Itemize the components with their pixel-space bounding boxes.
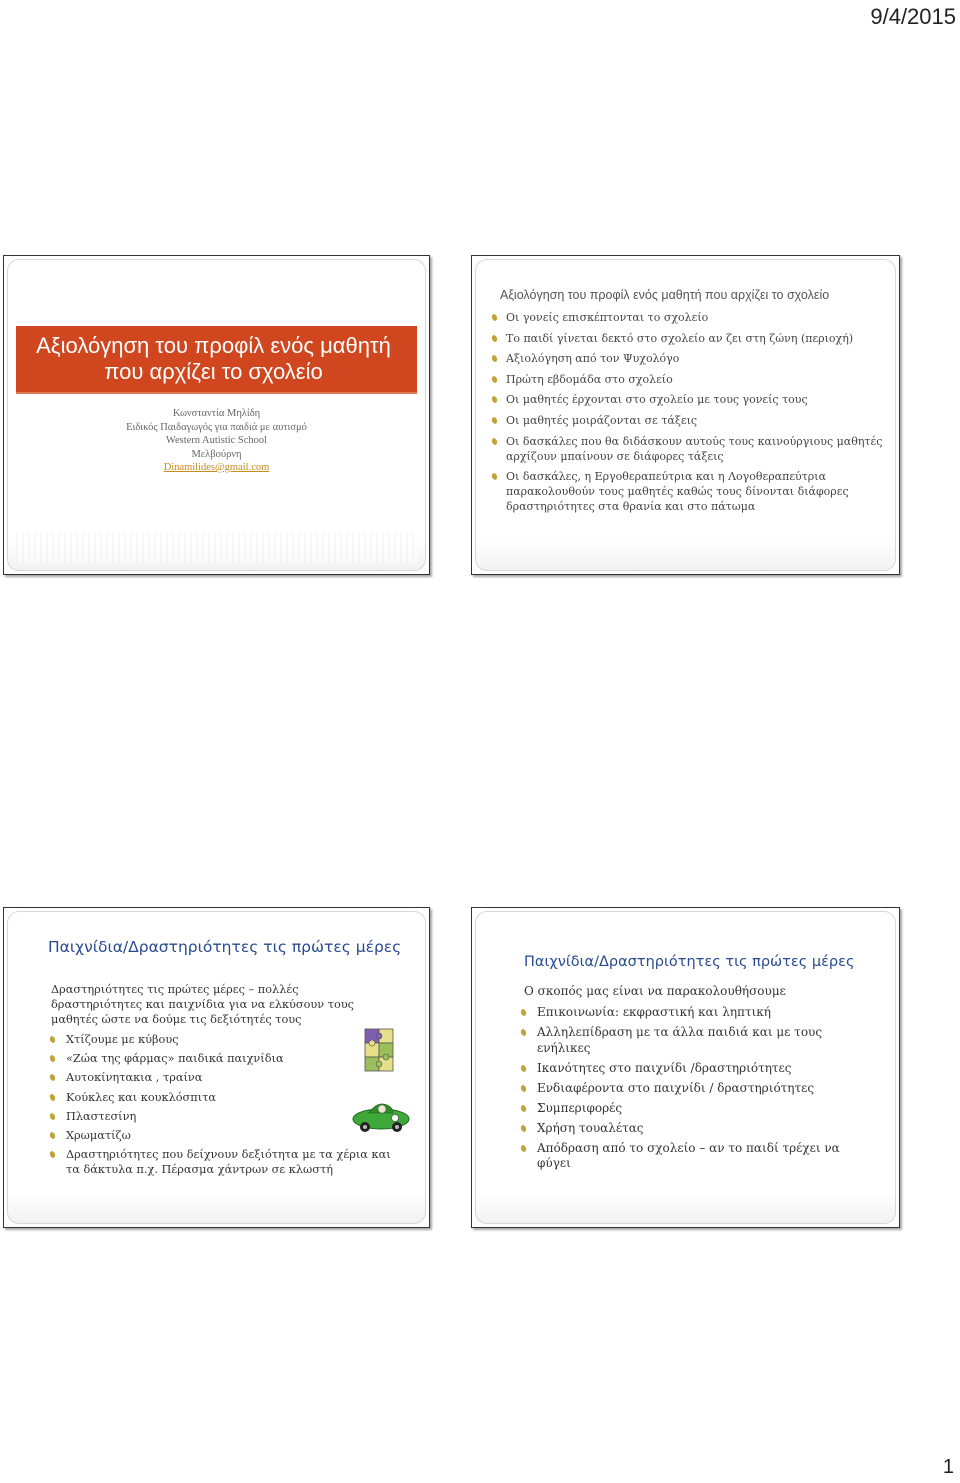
slide-3-frame (7, 911, 426, 1224)
page-date: 9/4/2015 (870, 4, 956, 29)
list-item: Δραστηριότητες που δείχνουν δεξιότητα με τα χέρια και τα δάκτυλα π.χ. Πέρασμα χάντρων σε κλωστή (50, 1147, 395, 1177)
author-role: Ειδικός Παιδαγωγός για παιδιά με αυτισμό (126, 421, 307, 433)
school-name: Western Autistic School (165, 435, 268, 446)
author-name: Κωνσταντία Μηλίδη (172, 408, 261, 419)
list-item: Χρωματίζω (50, 1128, 395, 1143)
city-name: Μελβούρνη (191, 448, 242, 460)
title-banner (16, 326, 417, 392)
list-item: Οι μαθητές μοιράζονται σε τάξεις (492, 413, 883, 428)
slide-1 (3, 255, 430, 575)
slide-1-title-line-2: που αρχίζει το σχολείο (104, 359, 323, 384)
list-item: «Ζώα της φάρμας» παιδικά παιχνίδια (50, 1051, 395, 1066)
list-item: Ικανότητες στο παιχνίδι /δραστηριότητες (521, 1061, 871, 1077)
list-item: Οι γονείς επισκέπτονται το σχολείο (492, 310, 883, 325)
list-item: Κούκλες και κουκλόσπιτα (50, 1090, 395, 1105)
slide-3-intro: Δραστηριότητες τις πρώτες μέρες – πολλές δραστηριότητες και παιχνίδια για να ελκύσουν τους μαθητές ώστε να δούμε τις δεξιότητές τους (51, 983, 355, 1026)
list-item: Ενδιαφέροντα στο παιχνίδι / δραστηριότητες (521, 1081, 871, 1097)
page-number: 1 (942, 1456, 954, 1478)
slide-2 (471, 255, 900, 575)
slide-1-frame (7, 259, 426, 571)
list-item: Πρώτη εβδομάδα στο σχολείο (492, 372, 883, 387)
slide-4-intro: Ο σκοπός μας είναι να παρακολουθήσουμε (524, 984, 786, 998)
email-link[interactable]: Dinamilides@gmail.com (163, 462, 270, 473)
toy-car-icon (351, 1097, 411, 1133)
list-item: Αξιολόγηση από τον Ψυχολόγο (492, 351, 883, 366)
list-item: Αυτοκίνητακια , τραίνα (50, 1070, 395, 1085)
list-item: Χρήση τουαλέτας (521, 1121, 871, 1137)
puzzle-icon (363, 1027, 397, 1073)
list-item: Πλαστεσίνη (50, 1109, 395, 1124)
list-item: Το παιδί γίνεται δεκτό στο σχολείο αν ζει στη ζώνη (περιοχή) (492, 331, 883, 346)
decorative-stripe (16, 532, 417, 562)
slide-3 (3, 907, 430, 1228)
slide-3-bullet-list (50, 1032, 395, 1181)
list-item: Οι δασκάλες που θα διδάσκουν αυτούς τους καινούργιους μαθητές αρχίζουν μπαίνουν σε διάφορες τάξεις (492, 434, 883, 464)
slide-4-frame (475, 911, 896, 1224)
slide-2-title: Αξιολόγηση του προφίλ ενός μαθητή που αρχίζει το σχολείο (500, 288, 830, 302)
list-item: Συμπεριφορές (521, 1101, 871, 1117)
list-item: Αλληλεπίδραση με τα άλλα παιδιά και με τους ενήλικες (521, 1025, 871, 1056)
slide-2-frame (475, 259, 896, 571)
list-item: Απόδραση από το σχολείο – αν το παιδί τρέχει να φύγει (521, 1141, 871, 1172)
list-item: Οι δασκάλες, η Εργοθεραπεύτρια και η Λογοθεραπεύτρια παρακολουθούν τους μαθητές καθώς τους δίνονται διάφορες δραστηριότητες στα θρανία και στο πάτωμα (492, 469, 883, 514)
list-item: Οι μαθητές έρχονται στο σχολείο με τους γονείς τους (492, 392, 883, 407)
slide-4 (471, 907, 900, 1228)
slide-4-bullet-list (521, 1005, 871, 1176)
slide-1-title-line-1: Αξιολόγηση του προφίλ ενός μαθητή (36, 333, 391, 358)
slide-2-bullet-list (492, 310, 883, 520)
list-item: Επικοινωνία: εκφραστική και ληπτική (521, 1005, 871, 1021)
slide-4-title: Παιχνίδια/Δραστηριότητες τις πρώτες μέρες (524, 954, 855, 970)
slide-1-title (16, 326, 411, 392)
slide-1-subtitle (8, 407, 425, 475)
slide-3-title: Παιχνίδια/Δραστηριότητες τις πρώτες μέρες (48, 938, 402, 956)
list-item: Χτίζουμε με κύβους (50, 1032, 395, 1047)
